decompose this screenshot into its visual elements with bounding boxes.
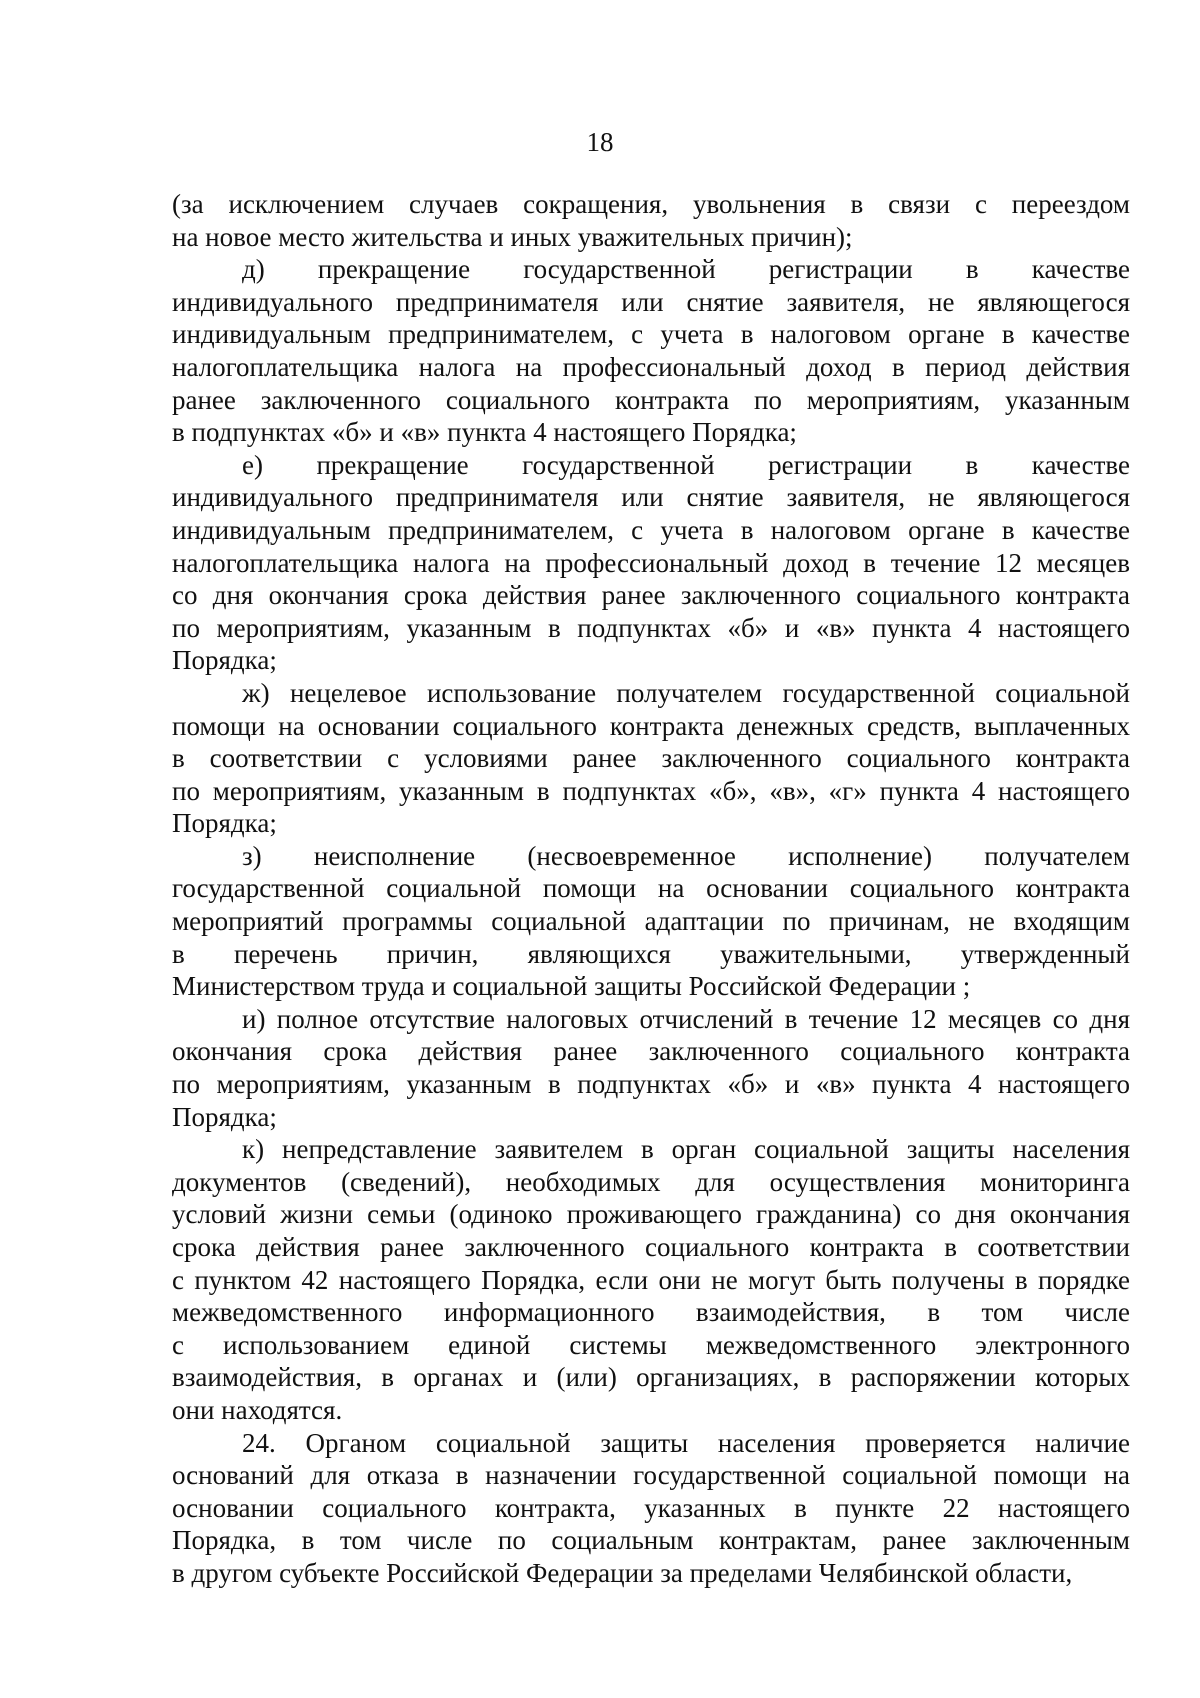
text-line: Порядка; xyxy=(172,1101,277,1132)
text-line: основании социального контракта, указанных в пункте 22 настоящего xyxy=(172,1492,1130,1523)
paragraph-item-z xyxy=(172,840,1130,1003)
text-line: со дня окончания срока действия ранее заключенного социального контракта xyxy=(172,580,1130,611)
text-line: ранее заключенного социального контракта по мероприятиям, указанным xyxy=(172,384,1130,415)
text-line: Порядка; xyxy=(172,645,277,676)
text-line: помощи на основании социального контракта денежных средств, выплаченных xyxy=(172,710,1130,741)
text-line: Порядка; xyxy=(172,808,277,839)
text-line: налогоплательщика налога на профессиональный доход в период действия xyxy=(172,351,1130,382)
text-line: 24. Органом социальной защиты населения проверяется наличие xyxy=(242,1427,1130,1458)
text-line: на новое место жительства и иных уважительных причин); xyxy=(172,221,853,252)
text-line: в перечень причин, являющихся уважительными, утвержденный xyxy=(172,938,1130,969)
text-line: документов (сведений), необходимых для осуществления мониторинга xyxy=(172,1166,1130,1197)
text-line: они находятся. xyxy=(172,1394,343,1425)
text-line: по мероприятиям, указанным в подпунктах «б» и «в» пункта 4 настоящего xyxy=(172,612,1130,643)
text-line: по мероприятиям, указанным в подпунктах «б» и «в» пункта 4 настоящего xyxy=(172,1069,1130,1100)
text-line: (за исключением случаев сокращения, увольнения в связи с переездом xyxy=(172,189,1130,219)
text-line: окончания срока действия ранее заключенного социального контракта xyxy=(172,1036,1130,1067)
paragraph-item-zh xyxy=(172,677,1130,840)
text-line: оснований для отказа в назначении государственной социальной помощи на xyxy=(172,1460,1130,1491)
text-line: в соответствии с условиями ранее заключенного социального контракта xyxy=(172,743,1130,774)
text-line: индивидуального предпринимателя или снятие заявителя, не являющегося xyxy=(172,482,1130,513)
paragraph-item-24 xyxy=(172,1427,1130,1590)
text-line: с использованием единой системы межведомственного электронного xyxy=(172,1329,1130,1360)
document-body xyxy=(172,188,1130,1590)
text-line: и) полное отсутствие налоговых отчислений в течение 12 месяцев со дня xyxy=(242,1003,1130,1034)
text-line: индивидуальным предпринимателем, с учета в налоговом органе в качестве xyxy=(172,514,1130,545)
text-line: к) непредставление заявителем в орган социальной защиты населения xyxy=(242,1134,1130,1165)
text-line: с пунктом 42 настоящего Порядка, если они не могут быть получены в порядке xyxy=(172,1264,1130,1295)
text-line: Министерством труда и социальной защиты Российской Федерации ; xyxy=(172,971,971,1002)
text-line: взаимодействия, в органах и (или) организациях, в распоряжении которых xyxy=(172,1362,1130,1393)
text-line: налогоплательщика налога на профессиональный доход в течение 12 месяцев xyxy=(172,547,1130,578)
text-line: индивидуального предпринимателя или снятие заявителя, не являющегося xyxy=(172,286,1130,317)
text-line: индивидуальным предпринимателем, с учета в налоговом органе в качестве xyxy=(172,319,1130,350)
text-line: условий жизни семьи (одиноко проживающего гражданина) со дня окончания xyxy=(172,1199,1130,1230)
text-line: межведомственного информационного взаимодействия, в том числе xyxy=(172,1297,1130,1328)
text-line: мероприятий программы социальной адаптации по причинам, не входящим xyxy=(172,906,1130,937)
paragraph-item-e xyxy=(172,449,1130,677)
text-line: ж) нецелевое использование получателем государственной социальной xyxy=(242,677,1130,708)
paragraph-item-k xyxy=(172,1133,1130,1426)
text-line: в другом субъекте Российской Федерации за пределами Челябинской области, xyxy=(172,1557,1073,1588)
text-line: государственной социальной помощи на основании социального контракта xyxy=(172,873,1130,904)
text-line: в подпунктах «б» и «в» пункта 4 настоящего Порядка; xyxy=(172,417,797,448)
text-line: по мероприятиям, указанным в подпунктах «б», «в», «г» пункта 4 настоящего xyxy=(172,775,1130,806)
text-line: е) прекращение государственной регистрации в качестве xyxy=(242,449,1130,480)
text-line: Порядка, в том числе по социальным контрактам, ранее заключенным xyxy=(172,1525,1130,1556)
text-line: з) неисполнение (несвоевременное исполнение) получателем xyxy=(242,840,1130,871)
paragraph-intro xyxy=(172,188,1130,253)
text-line: срока действия ранее заключенного социального контракта в соответствии xyxy=(172,1232,1130,1262)
paragraph-item-d xyxy=(172,253,1130,449)
text-line: д) прекращение государственной регистрации в качестве xyxy=(242,254,1130,285)
paragraph-item-i xyxy=(172,1003,1130,1133)
page-number: 18 xyxy=(586,127,614,157)
